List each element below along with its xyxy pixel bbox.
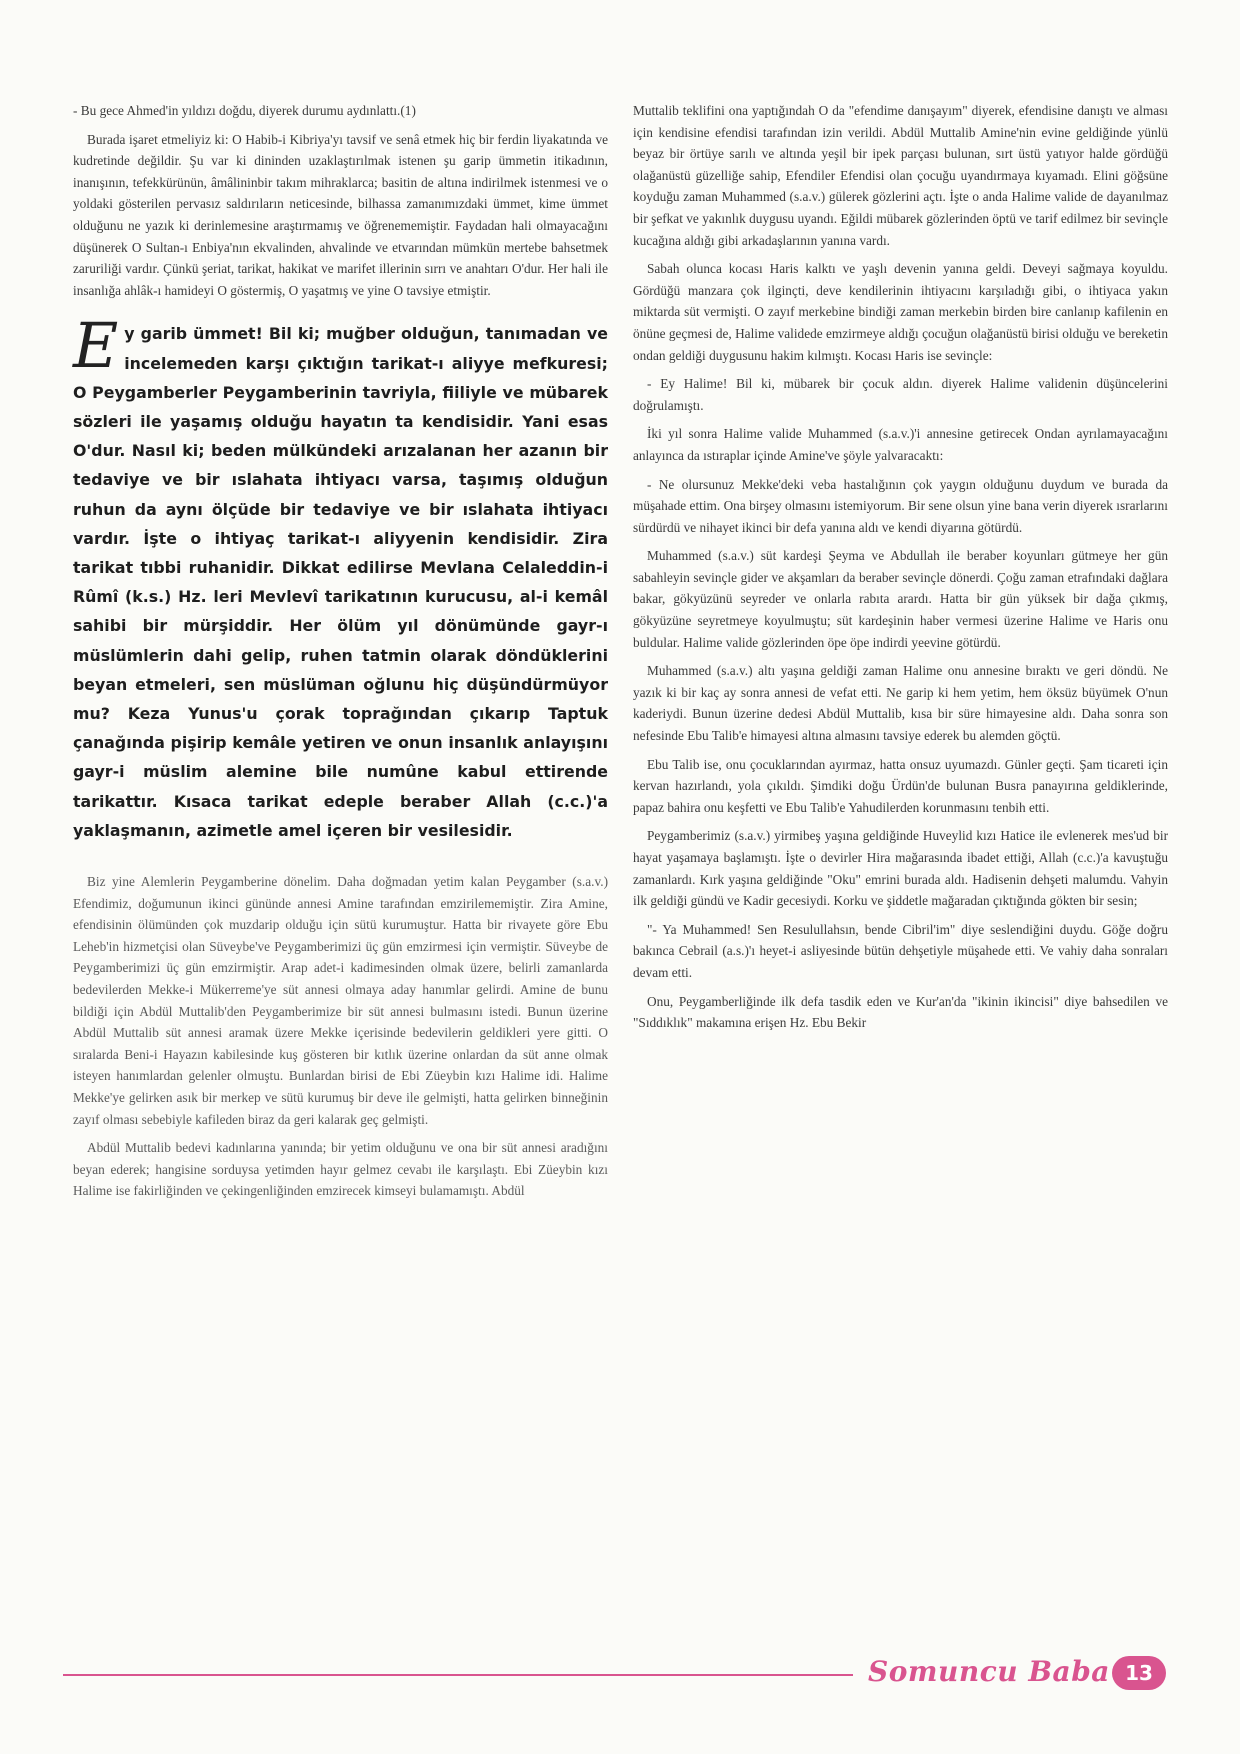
left-column <box>73 100 608 1209</box>
footer-rule <box>63 1674 853 1676</box>
paragraph: Muttalib teklifini ona yaptığındah O da "efendime danışayım" diyerek, efendisine danıştı ve alması için kendisine efendisi tarafından izin verildi. Abdül Muttalib Amine'nin evine geldiğinde yünlü beyaz bir örtüye sarılı ve altında yeşil bir ipek parçası bulunan, sırt üstü yatıyor halde gördüğü olağanüstü güzelliğe sahip, Efendiler Efendisi olan çocuğu uyandırmaya kıyamadı. Elini göğsüne koyduğu zaman Muhammed (s.a.v.) gülerek gözlerini açtı. İşte o anda Halime valide de dayanılmaz bir şefkat ve yakınlık duygusu uyandı. Eğildi mübarek gözlerinden öptü ve tarif edilmez bir sevinçle kucağına aldığı gibi arkadaşlarının yanına vardı. <box>633 103 1168 248</box>
paragraph: Sabah olunca kocası Haris kalktı ve yaşlı devenin yanına geldi. Deveyi sağmaya koyuldu. Gördüğü manzara çok ilginçti, deve kendilerinin ihtiyacını karşıladığı gibi, o ihtiyaca yakın miktarda süt vermişti. O zayıf merkebine bindiği zaman merkebin birden bire canlanıp kafilenin en önüne geçmesi de, Halime validede emzirmeye aldığı çocuğun olağanüstü birisi olduğu ve bereketin ondan geldiği duygusunu hakim kılmıştı. Kocası Haris ise sevinçle: <box>633 261 1168 363</box>
right-column <box>633 100 1168 1041</box>
paragraph: Abdül Muttalib bedevi kadınlarına yanında; bir yetim olduğunu ve ona bir süt annesi aradığını beyan ederek; hangisine sorduysa yetimden hayır gelmez cevabı ile karşılaştı. Ebi Züeybin kızı Halime ise fakirliğinden ve çekingenliğinden emzirecek kimseyi bulamamıştı. Abdül <box>73 1140 608 1199</box>
paragraph: - Ne olursunuz Mekke'deki veba hastalığının çok yaygın olduğunu duydum ve burada da müşahade ettim. Ona birşey olmasını istemiyorum. Bir sene olsun yine bana verin diyerek ısrarlarını sürdürdü ve nihayet ikinci bir defa yanına aldı ve kendi diyarına götürdü. <box>633 476 1168 535</box>
drop-cap: E <box>73 309 119 383</box>
paragraph: Peygamberimiz (s.a.v.) yirmibeş yaşına geldiğinde Huveylid kızı Hatice ile evlenerek mes'ud bir hayat yaşamaya başlamıştı. İşte o devirler Hira mağarasında ibadet ettiği, Allah (c.c.)'a kavuştuğu zamanlardı. Kırk yaşına geldiğinde "Oku" emrini burada aldı. Hadisenin dehşeti malumdu. Vahyin ilk geldiği gündü ve Kadir gecesiydi. Korku ve şiddetle mağaradan çıktığında gökten bir sesin; <box>633 828 1168 909</box>
paragraph: Burada işaret etmeliyiz ki: O Habib-i Kibriya'yı tavsif ve senâ etmek hiç bir ferdin liyakatında ve kudretinde değildir. Şu var ki dininden uzaklaştırılmak istenen şu garip ümmetin itikadının, inanışının, tefekkürünün, âmâlininbir takım mihraklarca; basitin de altına indirilmek istenmesi ve o yoldaki gösterilen pervasız saldırıların neticesinde, bilhassa zamanımızdaki ümmet, kime ümmet olduğunu ne yazık ki derinlemesine araştırmamış ve öğrenememiştir. Faydadan hali olmayacağını düşünerek O Sultan-ı Enbiya'nın ekvalinden, ahvalinde ve etvarından mümkün mertebe bahsetmek zaruriliği vardır. Çünkü şeriat, tarikat, hakikat ve marifet illerinin sırrı ve anahtarı O'dur. Her hali ile insanlığa ahlâk-ı hamideyi O göstermiş, O yaşatmış ve yine O tavsiye etmiştir. <box>73 131 608 298</box>
paragraph: - Ey Halime! Bil ki, mübarek bir çocuk aldın. diyerek Halime validenin düşüncelerini doğrulamıştı. <box>633 376 1168 413</box>
paragraph: Muhammed (s.a.v.) altı yaşına geldiği zaman Halime onu annesine bıraktı ve geri döndü. Ne yazık ki bir kaç ay sonra annesi de vefat etti. Ne garip ki hem yetim, hem öksüz büyümek O'nun kaderiydi. Bunun üzerine dedesi Abdül Muttalib, kısa bir süre himayesine aldı. Daha sonra son nefesinde Ebu Talib'e himayesi altına almasını tavsiye ederek bu alemden göçtü. <box>633 663 1168 744</box>
paragraph: İki yıl sonra Halime valide Muhammed (s.a.v.)'i annesine getirecek Ondan ayrılamayacağını anlayınca da ıstıraplar içinde Amine've şöyle yalvaracaktı: <box>633 426 1168 463</box>
paragraph: "- Ya Muhammed! Sen Resulullahsın, bende Cibril'im" diye seslendiğini duydu. Göğe doğru bakınca Cebrail (a.s.)'ı heyet-i asliyesinde bütün dehşetiyle müşahede etti. Ve vahiy daha sonraları devam etti. <box>633 921 1168 980</box>
magazine-brand: Somuncu Baba <box>868 1655 1110 1688</box>
paragraph: Biz yine Alemlerin Peygamberine dönelim. Daha doğmadan yetim kalan Peygamber (s.a.v.) Efendimiz, doğumunun ikinci gününde annesi Amine tarafından emzirilememiştir. Zira Amine, efendisinin ölümünden çok muzdarip olduğu için sütü kurumuştur. Hatta bir rivayete göre Ebu Leheb'in hizmetçisi olan Süveybe've Peygamberimizi üç gün emzirmesi için vermiştir. Süveybe de Peygamberimizi üç gün emzirmiştir. Arap adet-i kadimesinden olmak üzere, belirli zamanlarda bedevilerden Mekke-i Mükerreme'ye süt annesi olmaya aday hanımlar gelirdi. Amine de bunu bildiği için Abdül Muttalib'den Peygamberimize bir süt annesi bulmasını istedi. Bunun üzerine Abdül Muttalib süt annesi aramak üzere Mekke içerisinde bedevilerin geldikleri yere gitti. O sıralarda Beni-i Hayazın kabilesinde kuş gösteren bir kıtlık üzerine onlardan da süt anne olmak isteyen hanımlardan gelenler olmuştu. Bunlardan birisi de Ebi Züeybin kızı Halime idi. Halime Mekke'ye gelirken asık bir merkep ve sütü kurumuş bir deve ile gelmişti, hatta gelirken binneğinin zayıf olması sebebiyle kafileden biraz da geri kalarak geç gelmişti. <box>73 874 608 1127</box>
pull-quote <box>73 309 608 845</box>
left-lower-text <box>73 871 608 1202</box>
paragraph: - Bu gece Ahmed'in yıldızı doğdu, diyerek durumu aydınlattı.(1) <box>73 103 416 118</box>
paragraph: Muhammed (s.a.v.) süt kardeşi Şeyma ve Abdullah ile beraber koyunları gütmeye her gün sabahleyin sevinçle gider ve akşamları da beraber sevinçle dönerdi. Çoğu zaman etrafındaki dağlara bakar, gökyüzünü seyreder ve onlarla rabıta arardı. Hatta bir gün yüksek bir dağa çıkmış, gökyüzüne seyretmeye koyulmuştu; süt kardeşinin haber vermesi üzerine Halime ve Haris onu buldular. Halime valide gözlerinden öpe öpe indirdi yeevine götürdü. <box>633 548 1168 650</box>
paragraph: Onu, Peygamberliğinde ilk defa tasdik eden ve Kur'an'da "ikinin ikincisi" diye bahsedilen ve "Sıddıklık" makamına erişen Hz. Ebu Bekir <box>633 993 1168 1031</box>
page-number-badge: 13 <box>1112 1656 1166 1690</box>
pull-quote-text: y garib ümmet! Bil ki; muğber olduğun, tanımadan ve incelemeden karşı çıktığın tarikat-ı aliyye mefkuresi; O Peygamberler Peygamberinin tavriyla, fiiliyle ve mübarek sözleri ile yaşamış olduğu hayatın ta kendisidir. Yani esas O'dur. Nasıl ki; beden mülkündeki arızalanan her azanın bir tedaviye ve bir ıslahata ihtiyacı varsa, taşımış olduğun ruhun da aynı ölçüde bir tedaviye ve bir ıslahata ihtiyacı vardır. İşte o ihtiyaç tarikat-ı aliyyenin kendisidir. Zira tarikat tıbbi ruhanidir. Dikkat edilirse Mevlana Celaleddin-i Rûmî (k.s.) Hz. leri Mevlevî tarikatının kurucusu, al-i kemâl sahibi bir mürşiddir. Her ölüm yıl dönümünde gayr-ı müslümlerin dahi gelip, ruhen tatmin olarak döndüklerini beyan etmeleri, sen müslüman oğlunu hiç düşündürmüyor mu? Keza Yunus'u çorak toprağından çıkarıp Taptuk çanağında pişirip kemâle yetiren ve onun insanlık anlayışını gayr-i müslim alemine bile numûne kabul ettirende tarikattır. Kısaca tarikat edeple beraber Allah (c.c.)'a yaklaşmanın, azimetle amel içeren bir vesilesidir. <box>73 324 608 840</box>
paragraph: Ebu Talib ise, onu çocuklarından ayırmaz, hatta onsuz uyumazdı. Günler geçti. Şam ticareti için kervan hazırlandı, yola çıkıldı. Şimdiki doğu Ürdün'de bulunan Busra panayırına geldiklerinde, papaz bahira onu keşfetti ve Ebu Talib'e Yahudilerden korunmasını tenbih etti. <box>633 756 1168 815</box>
